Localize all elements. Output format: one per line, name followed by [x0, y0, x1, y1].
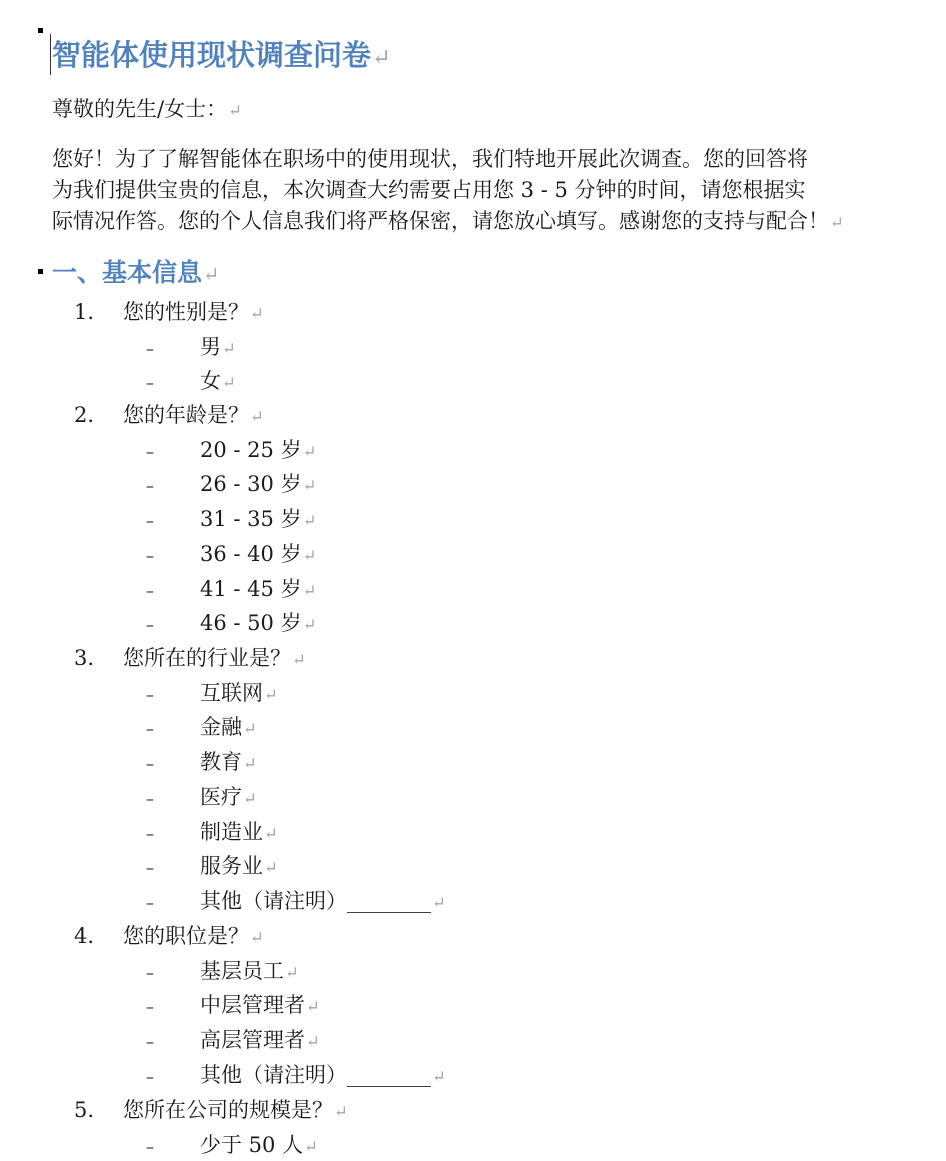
- dash-bullet-icon: –: [146, 962, 154, 982]
- paragraph-mark-icon: ↵: [264, 684, 278, 704]
- paragraph-mark-icon: ↵: [264, 823, 278, 843]
- answer-option[interactable]: [146, 575, 316, 605]
- answer-option[interactable]: [146, 852, 278, 882]
- option-text: 制造业: [200, 819, 263, 844]
- answer-option[interactable]: [146, 505, 316, 535]
- paragraph-mark-icon: ↵: [304, 1136, 318, 1156]
- answer-option[interactable]: [146, 609, 316, 639]
- dash-bullet-icon: –: [146, 1032, 154, 1052]
- paragraph-mark-icon: ↵: [306, 997, 320, 1017]
- paragraph-mark-icon: ↵: [250, 407, 264, 426]
- dash-bullet-icon: –: [146, 373, 154, 393]
- dash-bullet-icon: –: [146, 997, 154, 1017]
- option-text: 26 - 30 岁: [200, 472, 302, 497]
- paragraph-mark-icon: ↵: [432, 1066, 446, 1086]
- paragraph-mark-icon: ↵: [334, 1102, 348, 1121]
- paragraph-mark-icon: ↵: [302, 476, 317, 496]
- dash-bullet-icon: –: [146, 684, 154, 704]
- option-text: 教育: [200, 750, 242, 775]
- answer-option[interactable]: [146, 887, 446, 917]
- paragraph-mark-icon: ↵: [203, 263, 220, 286]
- answer-option[interactable]: [146, 679, 278, 709]
- answer-option[interactable]: [146, 470, 316, 500]
- question-text: 您所在公司的规模是？: [123, 1098, 333, 1122]
- intro-paragraph[interactable]: [52, 144, 946, 238]
- paragraph-mark-icon: ↵: [432, 892, 446, 912]
- text-cursor: [50, 34, 51, 75]
- answer-option[interactable]: [146, 748, 257, 778]
- dash-bullet-icon: –: [146, 476, 154, 496]
- paragraph-mark-icon: ↵: [264, 858, 278, 878]
- question-text: 您的职位是？: [123, 924, 249, 948]
- intro-line: 您好！为了了解智能体在职场中的使用现状，我们特地开展此次调查。您的回答将: [52, 147, 808, 171]
- dash-bullet-icon: –: [146, 823, 154, 843]
- question-number: 2.: [74, 403, 95, 427]
- question-item[interactable]: [74, 922, 264, 952]
- question-number: 4.: [74, 924, 95, 948]
- dash-bullet-icon: –: [146, 1066, 154, 1086]
- option-text: 其他（请注明）________: [200, 1062, 431, 1087]
- option-text: 金融: [200, 715, 242, 740]
- dash-bullet-icon: –: [146, 580, 154, 600]
- answer-option[interactable]: [146, 1026, 320, 1056]
- paragraph-mark-icon: ↵: [302, 441, 317, 461]
- answer-option[interactable]: [146, 333, 236, 363]
- paragraph-anchor-mark: [38, 28, 43, 33]
- question-item[interactable]: [74, 401, 264, 431]
- paragraph-mark-icon: ↵: [292, 650, 306, 669]
- heading-bullet-mark: [38, 269, 43, 274]
- answer-option[interactable]: [146, 1131, 318, 1161]
- paragraph-mark-icon: ↵: [302, 615, 317, 635]
- option-text: 36 - 40 岁: [200, 541, 302, 566]
- dash-bullet-icon: –: [146, 1136, 154, 1156]
- paragraph-mark-icon: ↵: [222, 338, 236, 358]
- question-number: 3.: [74, 646, 95, 670]
- question-text: 您的年龄是？: [123, 403, 249, 427]
- option-text: 女: [200, 369, 221, 394]
- paragraph-mark-icon: ↵: [306, 1032, 320, 1052]
- question-number: 5.: [74, 1098, 95, 1122]
- intro-line: 为我们提供宝贵的信息，本次调查大约需要占用您 3 - 5 分钟的时间，请您根据实: [52, 178, 806, 202]
- question-text: 您的性别是？: [123, 300, 249, 324]
- document-title[interactable]: 智能体使用现状调查问卷↵: [52, 38, 391, 72]
- question-item[interactable]: [74, 298, 264, 328]
- answer-option[interactable]: [146, 991, 320, 1021]
- dash-bullet-icon: –: [146, 511, 154, 531]
- dash-bullet-icon: –: [146, 788, 154, 808]
- answer-option[interactable]: [146, 818, 278, 848]
- answer-option[interactable]: [146, 957, 299, 987]
- option-text: 中层管理者: [200, 993, 305, 1018]
- paragraph-mark-icon: ↵: [222, 373, 236, 393]
- answer-option[interactable]: [146, 713, 257, 743]
- option-text: 其他（请注明）________: [200, 888, 431, 913]
- dash-bullet-icon: –: [146, 338, 154, 358]
- answer-option[interactable]: [146, 1061, 446, 1091]
- intro-line: 际情况作答。您的个人信息我们将严格保密，请您放心填写。感谢您的支持与配合！↵: [52, 209, 844, 233]
- dash-bullet-icon: –: [146, 615, 154, 635]
- dash-bullet-icon: –: [146, 719, 154, 739]
- question-item[interactable]: [74, 644, 306, 674]
- option-text: 41 - 45 岁: [200, 576, 302, 601]
- greeting-line[interactable]: 尊敬的先生/女士：↵: [52, 97, 242, 121]
- paragraph-mark-icon: ↵: [302, 580, 317, 600]
- option-text: 服务业: [200, 854, 263, 879]
- option-text: 高层管理者: [200, 1028, 305, 1053]
- option-text: 20 - 25 岁: [200, 437, 302, 462]
- dash-bullet-icon: –: [146, 754, 154, 774]
- answer-option[interactable]: [146, 540, 316, 570]
- option-text: 互联网: [200, 680, 263, 705]
- paragraph-mark-icon: ↵: [228, 101, 242, 120]
- paragraph-mark-icon: ↵: [243, 788, 257, 808]
- paragraph-mark-icon: ↵: [302, 511, 317, 531]
- paragraph-mark-icon: ↵: [243, 754, 257, 774]
- option-text: 男: [200, 334, 221, 359]
- paragraph-mark-icon: ↵: [302, 545, 317, 565]
- question-number: 1.: [74, 300, 95, 324]
- paragraph-mark-icon: ↵: [250, 304, 264, 323]
- option-text: 基层员工: [200, 958, 284, 983]
- paragraph-mark-icon: ↵: [250, 928, 264, 947]
- question-text: 您所在的行业是？: [123, 646, 291, 670]
- option-text: 少于 50 人: [200, 1132, 304, 1157]
- question-item[interactable]: [74, 1096, 348, 1126]
- dash-bullet-icon: –: [146, 441, 154, 461]
- paragraph-mark-icon: ↵: [285, 962, 299, 982]
- option-text: 31 - 35 岁: [200, 507, 302, 532]
- paragraph-mark-icon: ↵: [830, 213, 844, 232]
- option-text: 46 - 50 岁: [200, 611, 302, 636]
- answer-option[interactable]: [146, 783, 257, 813]
- dash-bullet-icon: –: [146, 858, 154, 878]
- answer-option[interactable]: [146, 436, 316, 466]
- answer-option[interactable]: [146, 367, 236, 397]
- paragraph-mark-icon: ↵: [243, 719, 257, 739]
- dash-bullet-icon: –: [146, 545, 154, 565]
- section-heading[interactable]: 一、基本信息↵: [52, 258, 220, 287]
- paragraph-mark-icon: ↵: [372, 45, 391, 71]
- option-text: 医疗: [200, 784, 242, 809]
- dash-bullet-icon: –: [146, 892, 154, 912]
